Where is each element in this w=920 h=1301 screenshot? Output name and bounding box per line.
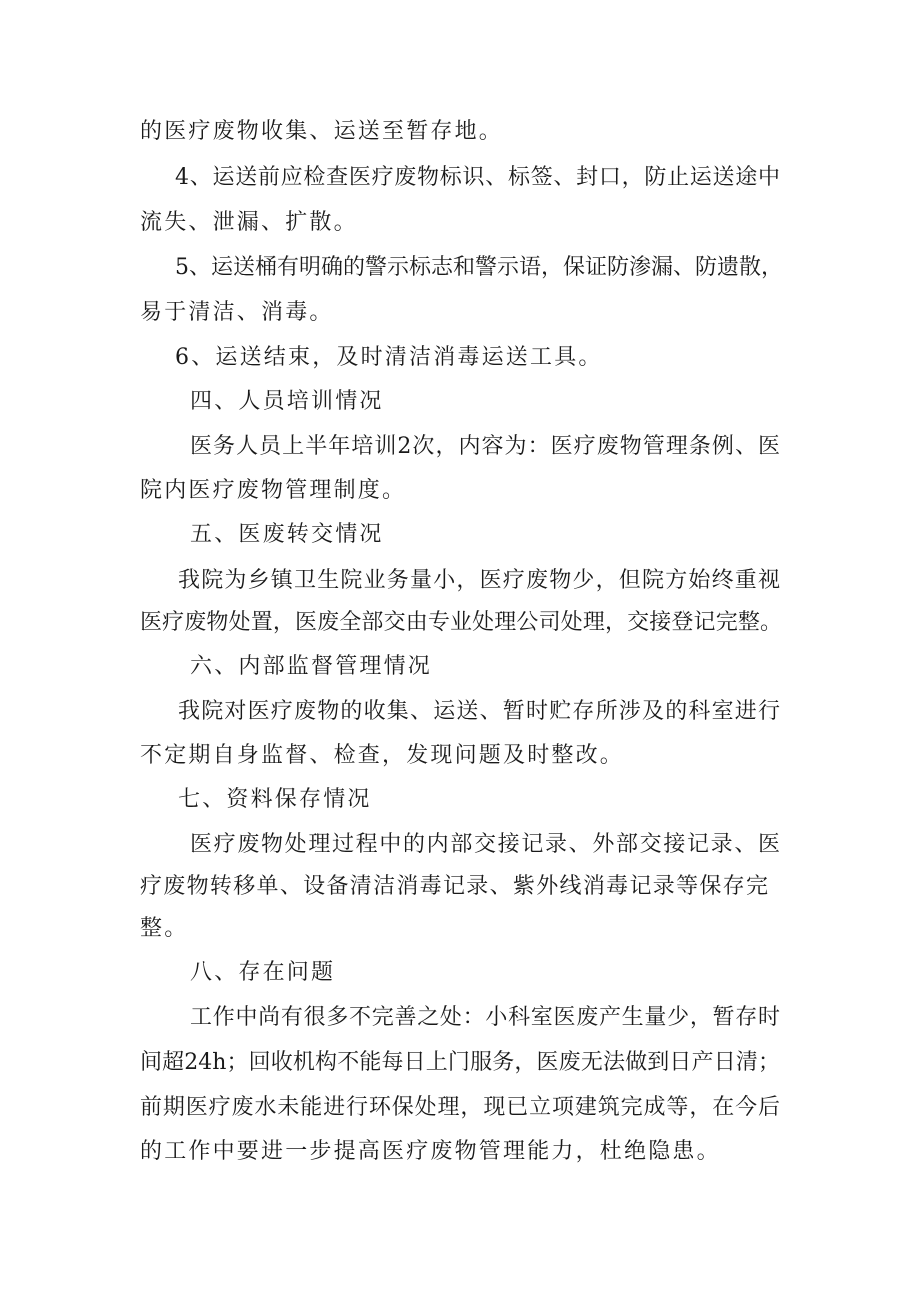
- paragraph-line: 流失、泄漏、扩散。: [140, 210, 358, 235]
- paragraph-line: 间超24h；回收机构不能每日上门服务，医废无法做到日产日清；: [140, 1050, 780, 1075]
- section-heading-7: 七、资料保存情况: [178, 787, 372, 812]
- paragraph-line: 疗废物转移单、设备清洁消毒记录、紫外线消毒记录等保存完: [140, 874, 768, 899]
- paragraph-line: 前期医疗废水未能进行环保处理，现已立项建筑完成等，在今后: [140, 1095, 780, 1120]
- paragraph-line: 整。: [140, 916, 189, 941]
- paragraph-line: 医务人员上半年培训2次，内容为：医疗废物管理条例、医: [190, 434, 780, 459]
- list-item-4-line: 4、运送前应检查医疗废物标识、标签、封口，防止运送途中: [175, 165, 780, 190]
- paragraph-line: 院内医疗废物管理制度。: [140, 478, 407, 503]
- paragraph-line: 不定期自身监督、检查，发现问题及时整改。: [140, 743, 625, 768]
- paragraph-line: 医疗废物处置，医废全部交由专业处理公司处理，交接登记完整。: [140, 610, 782, 635]
- section-heading-4: 四、人员培训情况: [190, 389, 384, 414]
- paragraph-line: 易于清洁、消毒。: [140, 300, 334, 325]
- section-heading-5: 五、医废转交情况: [190, 522, 384, 547]
- section-heading-8: 八、存在问题: [190, 960, 336, 985]
- paragraph-line: 的工作中要进一步提高医疗废物管理能力，杜绝隐患。: [140, 1139, 721, 1164]
- paragraph-line: 我院为乡镇卫生院业务量小，医疗废物少，但院方始终重视: [178, 568, 780, 593]
- paragraph-line: 我院对医疗废物的收集、运送、暂时贮存所涉及的科室进行: [178, 699, 780, 724]
- section-heading-6: 六、内部监督管理情况: [190, 654, 433, 679]
- paragraph-line: 工作中尚有很多不完善之处：小科室医废产生量少，暂存时: [190, 1005, 780, 1030]
- list-item-5-line: 5、运送桶有明确的警示标志和警示语，保证防渗漏、防遗散，: [175, 255, 783, 280]
- list-item-6-line: 6、运送结束，及时清洁消毒运送工具。: [175, 345, 603, 370]
- paragraph-line: 的医疗废物收集、运送至暂存地。: [140, 119, 504, 144]
- paragraph-line: 医疗废物处理过程中的内部交接记录、外部交接记录、医: [190, 832, 780, 857]
